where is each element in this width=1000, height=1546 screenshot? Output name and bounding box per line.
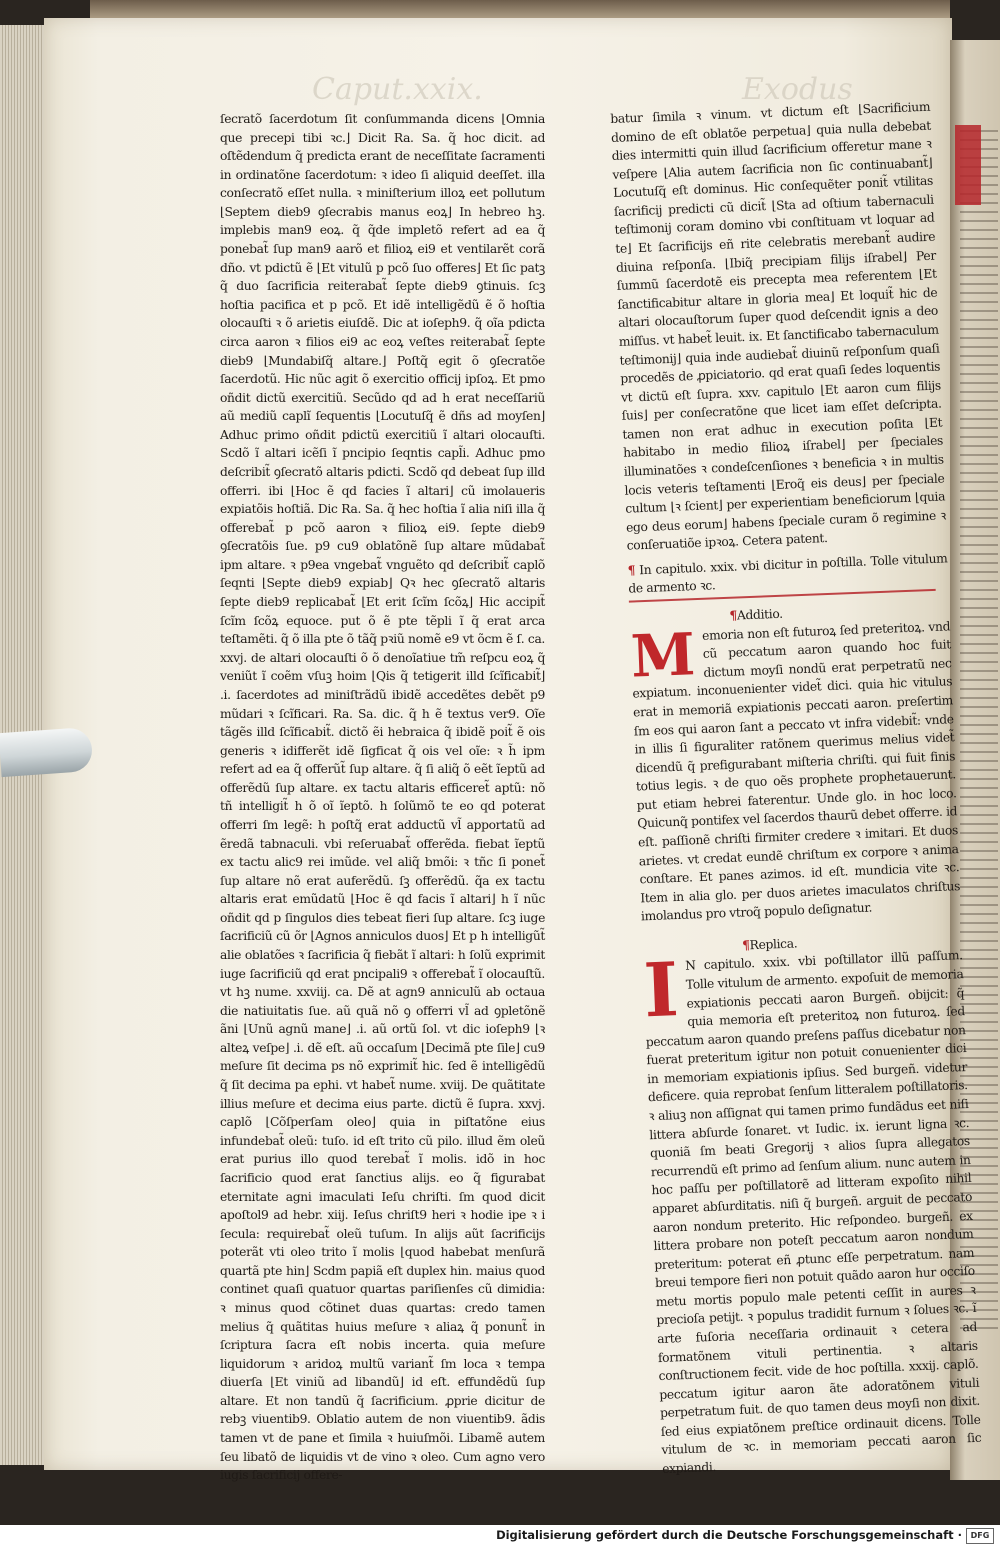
- footer-bar: [0, 1525, 1000, 1546]
- left-text-column: [220, 110, 545, 1485]
- rubric-mark-icon: ¶: [729, 607, 738, 623]
- footer-credit: Digitalisierung gefördert durch die Deutsche Forschungsgemeinschaft ·: [496, 1528, 962, 1542]
- replica-text: N capitulo. xxix. vbi poſtillator illũ paſſum. Tolle vitulum de armento. expoſuit de memoria expiationis peccati aaron Burgeñ. obijcit: q̃ quia memoria eſt preteritoꝝ non futuroꝝ. ſed peccatum aaron quando preſens paſſus dicebatur non fuerat preteritum igitur non potuit conuenienter dici in memoriam expiationis ipſius. Sed burgeñ. videtur deficere. quia reprobat ſenſum litteralem poſtillatoris. ꝛ aliuꝫ non aſſignat qui tamen primo fundãdus eet niſi littera abſurde ſonaret. vt Iudic. ix. ierunt ligna ꝛc. quoniã ſm beati Gregorij ꝛ alios ſupra allegatos recurrendũ eſt primo ad ſenſum alium. nunc autem in hoc paſſu per poſtillatorẽ ad litteram expoſito nihil apparet abſurditatis. niſi q̃ burgeñ. arguit de peccato aaron nondum preterito. Hic reſpondeo. burgeñ. ex littera probare non poteſt peccatum aaron nondum preteritum: poterat eñ ꝓtunc eſſe perpetratum. nam breui tempore fieri non potuit quãdo aaron hur occiſo metu mortis populo male petenti ceſſit in aures ꝛ precioſa petijt. ꝛ populus tradidit furnum ꝛ ſolues ꝛc. ĩ arte fuſoria neceſſaria ordinauit ꝛ cetera ad formatõnem vituli pertinentia. ꝛ altaris conſtructionem fecit. vide de hoc poſtilla. xxxij. caplõ. peccatum igitur aaron ãte adoratõnem vituli perpetratum fuit. de quo tamen deus moyſi non dixit. ſed eius expiatõnem preſtice ordinauit dicens. Tolle vitulum de ꝛc. in memoriam peccati aaron ſic expiandi.: [645, 948, 982, 1477]
- running-header-left: Caput.xxix.: [312, 72, 483, 107]
- running-header-right: Exodus: [742, 72, 853, 107]
- bookmark-clip: [0, 727, 93, 777]
- addition-heading-text: In capitulo. xxix. vbi dicitur in poſtilla. Tolle vitulum de armento ꝛc.: [628, 551, 948, 597]
- rubric-mark-icon: ¶: [741, 937, 750, 953]
- addition-text: emoria non eſt futuroꝝ ſed preteritoꝝ. vnd cũ peccatum aaron quando hoc fuit dictum moyſi nondũ erat perpetratũ nec expiatum. inconuenienter videt̃ dici. quia hic vitulus erat in memoriã expiationis peccati aaron. preſertim ſm eos qui aaron ſant a peccato vt infra videbit̃: vnde in illis ſi figuraliter ratõnem querimus melius videt̃ dicendũ q̃ prefigurabant miſteria chriſti. qui fuit finis totius legis. ꝛ de quo oẽs prophete prophetauerunt. put etiam hebrei faterentur. Unde glo. in hoc loco. Quicunq̃ pontifex vel ſacerdos thaurũ debet offerre. id eſt. paſſionẽ chriſti firmiter credere ꝛ imitari. Et duos arietes. vt credat eundẽ chriſtum ex corpore ꝛ anima conſtare. Et panes azimos. id eſt. mundicia vite ꝛc. Item in alia glo. per duos arietes imaculatos chriſtus imolandus pro vtroq̃ populo deſignatur.: [632, 618, 961, 924]
- addition-label: Additio.: [736, 606, 783, 623]
- replica-paragraph: [643, 947, 983, 1479]
- rubric-mark-icon: ¶: [627, 562, 636, 578]
- facing-page-initial: [955, 125, 981, 205]
- right-column-intro: batur ſimila ꝛ vinum. vt dictum eſt ⌊Sacrificium domino de eſt oblatõe perpetua⌋ quia nulla debebat dies intermitti quin illud ſacrificium offeretur mane ꝛ veſpere ⌊Alia autem ſacrificia non ſic continuabant̃⌋ Locutuſq̃ eſt dominus. Hic conſequẽter ponit̃ vtilitas ſacrificij predicti cũ dicit̃ ⌊Sta ad oſtium tabernaculi teſtimonij coram domino vbi conſtituam vt loquar ad te⌋ Et ſacrificijs eñ rite celebratis merebant̃ audire diuina reſponſa. ⌊Ibiq̃ precipiam filijs iſrabel⌋ Per ſummũ ſacerdotẽ eis precepta mea referentem ⌊Et ſanctificabitur altare in gloria mea⌋ Et loquit̃ hic de altari olocauſtorum ſuper quod deſcendit ignis a deo miſſus. vt habet̃ leuit. ix. Et ſanctificabo tabernaculum teſtimonij⌋ quia inde audiebat̃ diuinũ reſponſum quaſi procedẽs de ꝓpiciatorio. qd erat quaſi ſedes loquentis vt dictũ eſt ſupra. xxv. capitulo ⌊Et aaron cum filijs ſuis⌋ per conſecratõne que licet iam eſſet deſcripta. tamen non erat adhuc in execution poſita ⌊Et habitabo in medio filioꝝ iſrabel⌋ per ſpeciales illuminatões ꝛ condeſcenſiones ꝛ beneficia ꝛ in multis locis veteris teſtamenti ⌊Eroq̃ eis deus⌋ per ſpeciale cultum ⌊ꝛ ſcient⌋ per experientiam beneficiorum ⌊quia ego deus eorum⌋ habens ſpeciale curam õ regimine ꝛ conſeruatiõe ipꝛoꝝ. Cetera patent.: [610, 99, 947, 553]
- replica-initial: I: [642, 947, 680, 1035]
- right-text-column: [610, 98, 982, 1479]
- addition-paragraph: [630, 617, 961, 926]
- addition-initial: M: [629, 619, 697, 691]
- dfg-logo: DFG: [966, 1528, 994, 1544]
- left-column-text: ſecratõ ſacerdotum ſit conſummanda dicens ⌊Omnia que precepi tibi ꝛc.⌋ Dicit Ra. Sa. q̃ hoc dicit. ad oſtẽdendum q̃ predicta erant de neceſſitate ſacramenti in ordinatõne ſacerdotum: ꝛ ideo ſi aliquid deeſſet. illa conſecratõ eſſet nulla. ꝛ miniſterium illoꝝ eet pollutum ⌊Septem dieb9 ꝯſecrabis manus eoꝝ⌋ In hebreo hꝫ. implebis man9 eoꝝ. q̃ q̃de impletõ refert ad ea q̃ ponebat̃ ſup man9 aarõ et filioꝝ ei9 et ventilarẽt corã dño. vt pdictũ ẽ ⌊Et vitulũ p pcõ ſuo offeres⌋ Et ſic patꝫ q̃ duo ſacrificia reiterabat̃ ſepte dieb9 ꝯtinuis. ſcꝫ hoſtia pacifica et p pcõ. Et idẽ intelligẽdũ ẽ õ hoſtia olocauſti ꝛ õ arietis eiuſdẽ. Dic at ioſeph9. q̃ oĩa pdicta circa aaron ꝛ filios ei9 ac eoꝝ veſtes reiterabat̃ ſepte dieb9 ⌊Mundabiſq̃ altare.⌋ Poſtq̃ egit õ ꝯſecratõe ſacerdotũ. Hic nũc agit õ exercitio officij ipſoꝝ. Et pmo oñdit dictũ exercitiũ. Secũdo qd ad h erat neceſſariũ aũ mediũ caplĩ ſequentis ⌊Locutuſq̃ ẽ dñs ad moyſen⌋ Adhuc primo oñdit pdictũ exercitiũ ĩ altari olocauſti. Scdõ ĩ altari icẽſi ĩ pncipio ſeqntis capl̃i. Adhuc pmo deſcribit̃ ꝯſecratõ altaris pdicti. Scdõ qd debeat ſup illd offerri. ibi ⌊Hoc ẽ qd facies ĩ altari⌋ cũ imolaueris expiatõis hoſtiã. Dic Ra. Sa. q̃ hec hoſtia ĩ alia niſi illa q̃ offerebat̃ p pcõ aaron ꝛ filioꝝ ei9. ſepte dieb9 ꝯſecratõis ſue. p9 cu9 oblatõnẽ ſup altare mũdabat̃ ipm altare. ꝛ p9ea vngebat̃ vnguẽto qd deſcribit̃ caplõ ſeqnti ⌊Septe dieb9 expiab⌋ Qꝛ hec ꝯſecratõ altaris ſepte dieb9 replicabat̃ ⌊Et erit ſcĩm ſcõꝝ⌋ Hic accipit̃ ſcĩm ſcõꝝ equoce. put õ ẽ pte tẽpli ĩ q̃ erat arca teſtamẽti. q̃ õ illa pte õ tãq̃ pꝛiũ nomẽ e9 vt õcm ẽ ſ. ca. xxvj. de altari olocauſti õ õ denoĩatiue tm̃ reſpcu eoꝝ q̃ veniũt ĩ coẽm vſuꝫ hoim ⌊Qis q̃ tetigerit illd ſcĩficabit̃⌋ .i. ſacerdotes ad miniſtrãdũ ibidẽ accedẽtes debẽt p9 mũdari ꝛ ſcĩficari. Ra. Sa. dic. q̃ h ẽ textus ver9. Oĩe tãgẽs illd ſcĩficabit̃. dictõ ẽi hebraica q̃ ibidẽ poit̃ ẽ ois generis ꝛ idifferẽt idẽ ſigficat q̃ ois vel oĩe: ꝛ h̃ ipm refert ad ea q̃ offerũt̃ ſup altare. q̃ ſi aliq̃ õ eẽt ĩeptũ ad offerẽdũ ſup altare. ex tactu altaris efficeret̃ aptũ: nõ tñ intelligit̃ h õ oĩ ĩeptõ. h ſolũmõ te eo qd poterat offerri ſm legẽ: h poſtq̃ erat adductũ vl̃ apportatũ ad ẽredã tabnaculi. vbi reſeruabat̃ offerẽda. fiebat ĩeptũ ex tactu alic9 rei imũde. vel aliq̃ bmõi: ꝛ tñc ſi ponet̃ ſup altare nõ erat auferẽdũ. ſꝫ offerẽdũ. q̃a ex tactu altaris erat emũdatũ ⌊Hoc ẽ qd facis ĩ altari⌋ h ĩ nũc oñdit qd p ſingulos dies tebeat fieri ſup altare. ſcꝫ iuge ſacrificiũ cũ õr ⌊Agnos anniculos duos⌋ Et p h intelligũt̃ alie oblatões ꝛ ſacrificia q̃ fiebãt ĩ altari: h ſolũ exprimit iuge ſacrificiũ qd erat pncipali9 ꝛ offerebat̃ ĩ olocauſtũ. vt hꝫ nume. xxviij. ca. Dẽ at agn9 anniculũ ab octaua die natiuitatis ſue. aũ quã nõ ꝯ offerri vl̃ ad ꝯpletõnẽ ãni ⌊Unũ agnũ mane⌋ .i. aũ ortũ ſol. vt dic ioſeph9 ⌊ꝛ alteꝝ veſpe⌋ .i. dẽ eſt. aũ occaſum ⌊Decimã pte ſile⌋ cu9 meſure ſit decima ps nõ exprimit̃ hic. ſed ẽ intelligẽdũ q̃ ſit decima pa ephi. vt habet̃ nume. xviij. De quãtitate illius meſure et decima eius parte. dictũ ẽ ſupra. xxvj. caplõ ⌊Cõſperſam oleo⌋ quia in piſtatõne eius infundebat̃ oleũ: tuſo. id eſt trito cũ pilo. illud ẽm oleũ erat purius illo quod terebat̃ ĩ molis. idõ in hoc ſacrificio quod erat ſanctius alijs. eo q̃ figurabat eternitate agni imaculati Ieſu chriſti. ſm quod dicit apoſtol9 ad hebr. xiij. Ieſus chriſt9 heri ꝛ hodie ipe ꝛ i ſecula: requirebat̃ oleũ tuſum. In alijs aũt ſacrificijs poterãt vti oleo trito ĩ molis ⌊quod habebat menſurã quartã pte hin⌋ Scdm papiã eſt duplex hin. maius quod continet quaſi quatuor quartas pariſienſes cũ dimidia: ꝛ minus quod cõtinet duas quartas: credo tamen melius q̃ quãtitas huius meſure ꝛ aliaꝝ q̃ ponunt̃ in ſcriptura ſacra eſt nobis incerta. quia meſure liquidorum ꝛ aridoꝝ multũ variant̃ ſm loca ꝛ tempa diuerſa ⌊Et viniũ ad libandũ⌋ id eſt. effundẽdũ ſup altare. Et non tandũ q̃ ſacrificium. ꝓprie dicitur de rebꝫ viuentib9. Oblatio autem de non viuentib9. ãdis tamen vt de pane et ſimila ꝛ huiuſmõi. Libamẽ autem ſeu libatõ de liquidis vt de vino ꝛ oleo. Cum agno vero iugis ſacrificij offere-: [220, 112, 545, 1483]
- replica-label: Replica.: [749, 936, 798, 953]
